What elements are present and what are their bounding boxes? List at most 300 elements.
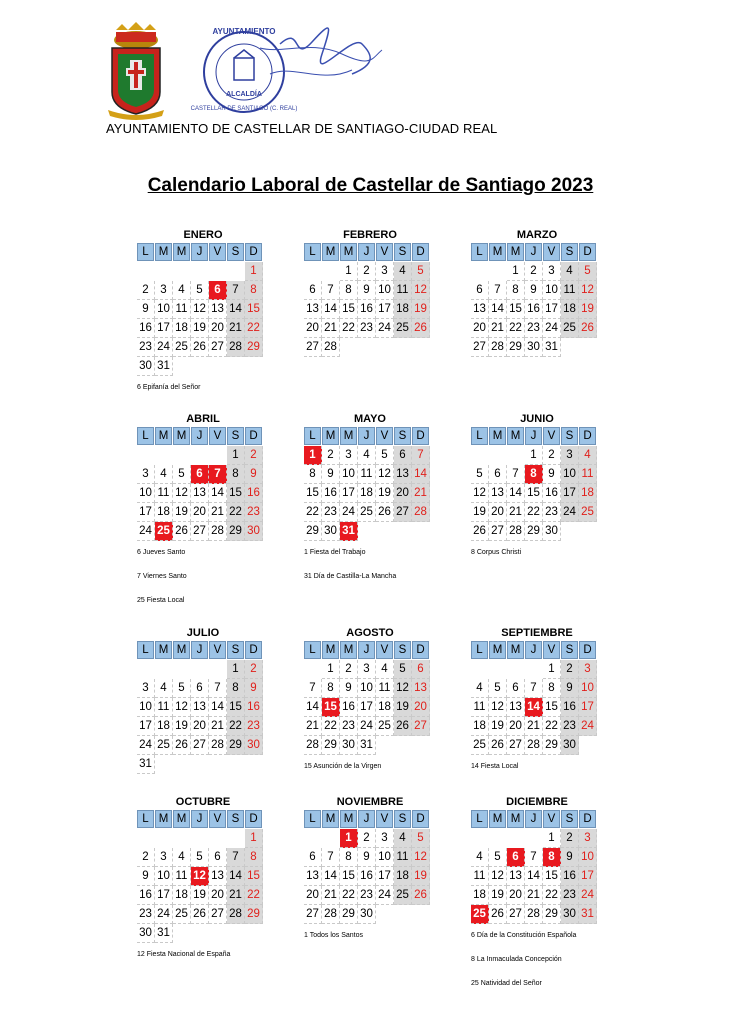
- holiday-notes: [471, 930, 603, 1002]
- day-cell: 5: [376, 446, 394, 465]
- svg-text:ALCALDÍA: ALCALDÍA: [226, 91, 262, 98]
- day-cell: 21: [227, 319, 245, 338]
- day-cell: 7: [489, 281, 507, 300]
- day-cell: 31: [358, 736, 376, 755]
- empty-cell: [173, 262, 191, 281]
- day-cell: 8: [227, 679, 245, 698]
- day-cell: 24: [579, 717, 597, 736]
- day-cell: 30: [561, 736, 579, 755]
- day-cell: 21: [227, 886, 245, 905]
- day-cell: 5: [579, 262, 597, 281]
- day-cell: 8: [340, 848, 358, 867]
- weekday-header: M: [155, 810, 172, 828]
- weekday-header: D: [579, 641, 596, 659]
- day-cell: 15: [227, 698, 245, 717]
- month-name: JULIO: [186, 627, 220, 639]
- month-junio: [471, 412, 603, 571]
- holiday-day-cell: 15: [322, 698, 340, 717]
- day-cell: 12: [489, 867, 507, 886]
- holiday-note: 6 Día de la Constitución Española: [471, 932, 577, 939]
- day-cell: 3: [579, 660, 597, 679]
- day-cell: 3: [340, 446, 358, 465]
- weekday-header: M: [173, 641, 190, 659]
- day-cell: 25: [173, 338, 191, 357]
- empty-cell: [155, 829, 173, 848]
- day-cell: 17: [155, 319, 173, 338]
- day-cell: 9: [137, 300, 155, 319]
- day-cell: 25: [394, 319, 412, 338]
- day-cell: 6: [471, 281, 489, 300]
- day-cell: 5: [489, 679, 507, 698]
- svg-text:AYUNTAMIENTO: AYUNTAMIENTO: [212, 27, 276, 36]
- day-cell: 20: [412, 698, 430, 717]
- holiday-day-cell: 8: [543, 848, 561, 867]
- weekday-header: M: [322, 243, 339, 261]
- weekday-header: M: [489, 427, 506, 445]
- day-cell: 9: [245, 679, 263, 698]
- municipal-coat-of-arms: [104, 22, 168, 120]
- day-cell: 7: [304, 679, 322, 698]
- month-name: SEPTIEMBRE: [501, 627, 573, 639]
- day-cell: 2: [525, 262, 543, 281]
- day-cell: 18: [394, 867, 412, 886]
- day-cell: 21: [209, 717, 227, 736]
- weekday-header: D: [412, 243, 429, 261]
- holiday-note: 31 Día de Castilla-La Mancha: [304, 573, 397, 580]
- empty-cell: [304, 660, 322, 679]
- day-cell: 14: [304, 698, 322, 717]
- day-cell: 11: [471, 698, 489, 717]
- holiday-note: 8 La Inmaculada Concepción: [471, 956, 562, 963]
- weekday-header: S: [227, 641, 244, 659]
- day-cell: 25: [471, 736, 489, 755]
- weekday-header: S: [561, 641, 578, 659]
- holiday-day-cell: 6: [209, 281, 227, 300]
- day-cell: 4: [471, 848, 489, 867]
- day-cell: 19: [412, 300, 430, 319]
- day-cell: 5: [412, 829, 430, 848]
- weekday-header: M: [507, 810, 524, 828]
- day-cell: 13: [471, 300, 489, 319]
- day-cell: 12: [412, 848, 430, 867]
- day-cell: 4: [173, 281, 191, 300]
- day-cell: 25: [394, 886, 412, 905]
- day-cell: 4: [358, 446, 376, 465]
- day-cell: 22: [507, 319, 525, 338]
- day-cell: 1: [227, 660, 245, 679]
- day-cell: 7: [507, 465, 525, 484]
- day-cell: 1: [525, 446, 543, 465]
- day-cell: 3: [137, 465, 155, 484]
- weekday-header: V: [376, 243, 393, 261]
- day-cell: 5: [394, 660, 412, 679]
- day-cell: 25: [579, 503, 597, 522]
- weekday-header: J: [358, 243, 375, 261]
- day-cell: 18: [155, 717, 173, 736]
- weekday-header: D: [579, 427, 596, 445]
- day-cell: 26: [376, 503, 394, 522]
- day-cell: 24: [579, 886, 597, 905]
- empty-cell: [304, 829, 322, 848]
- empty-cell: [173, 446, 191, 465]
- day-cell: 6: [304, 848, 322, 867]
- holiday-note: 8 Corpus Christi: [471, 549, 522, 556]
- day-cell: 9: [358, 848, 376, 867]
- holiday-day-cell: 8: [525, 465, 543, 484]
- day-cell: 5: [471, 465, 489, 484]
- empty-cell: [507, 660, 525, 679]
- day-cell: 24: [543, 319, 561, 338]
- day-cell: 27: [304, 338, 322, 357]
- day-cell: 30: [137, 924, 155, 943]
- day-cell: 19: [394, 698, 412, 717]
- day-cell: 3: [579, 829, 597, 848]
- holiday-day-cell: 7: [209, 465, 227, 484]
- day-cell: 21: [412, 484, 430, 503]
- holiday-note: 15 Asunción de la Virgen: [304, 763, 382, 770]
- day-cell: 10: [137, 484, 155, 503]
- day-cell: 30: [137, 357, 155, 376]
- weekday-header: D: [245, 427, 262, 445]
- month-name: ENERO: [183, 229, 223, 241]
- day-cell: 27: [507, 905, 525, 924]
- empty-cell: [489, 660, 507, 679]
- day-cell: 8: [507, 281, 525, 300]
- month-abril: [137, 412, 269, 619]
- day-cell: 13: [191, 698, 209, 717]
- weekday-header: D: [579, 810, 596, 828]
- day-cell: 11: [358, 465, 376, 484]
- day-cell: 12: [579, 281, 597, 300]
- empty-cell: [227, 829, 245, 848]
- day-cell: 28: [209, 736, 227, 755]
- day-cell: 2: [358, 829, 376, 848]
- day-cell: 29: [322, 736, 340, 755]
- month-name: ABRIL: [186, 413, 220, 425]
- day-cell: 16: [322, 484, 340, 503]
- svg-text:CASTELLAR DE SANTIAGO (C. REAL: CASTELLAR DE SANTIAGO (C. REAL): [190, 106, 298, 112]
- empty-cell: [525, 829, 543, 848]
- empty-cell: [507, 829, 525, 848]
- day-cell: 6: [394, 446, 412, 465]
- day-cell: 17: [155, 886, 173, 905]
- day-cell: 19: [471, 503, 489, 522]
- day-cell: 11: [155, 698, 173, 717]
- day-cell: 11: [471, 867, 489, 886]
- day-cell: 17: [340, 484, 358, 503]
- day-cell: 30: [245, 736, 263, 755]
- day-cell: 11: [173, 867, 191, 886]
- day-cell: 11: [173, 300, 191, 319]
- day-cell: 23: [322, 503, 340, 522]
- day-cell: 10: [358, 679, 376, 698]
- day-cell: 8: [245, 848, 263, 867]
- day-cell: 23: [137, 905, 155, 924]
- month-name: AGOSTO: [346, 627, 394, 639]
- day-cell: 28: [227, 905, 245, 924]
- day-cell: 15: [304, 484, 322, 503]
- holiday-note: 25 Fiesta Local: [137, 597, 185, 604]
- day-cell: 12: [376, 465, 394, 484]
- weekday-header: J: [358, 641, 375, 659]
- weekday-header: M: [155, 427, 172, 445]
- day-cell: 17: [376, 867, 394, 886]
- day-cell: 9: [322, 465, 340, 484]
- holiday-day-cell: 1: [340, 829, 358, 848]
- day-cell: 16: [561, 698, 579, 717]
- day-cell: 22: [322, 717, 340, 736]
- weekday-header: M: [340, 427, 357, 445]
- day-cell: 17: [358, 698, 376, 717]
- day-cell: 22: [245, 319, 263, 338]
- month-name: NOVIEMBRE: [336, 796, 404, 808]
- day-cell: 17: [543, 300, 561, 319]
- day-cell: 14: [227, 300, 245, 319]
- month-days-grid: [304, 641, 436, 755]
- day-cell: 24: [561, 503, 579, 522]
- empty-cell: [209, 829, 227, 848]
- day-cell: 4: [394, 829, 412, 848]
- day-cell: 29: [340, 905, 358, 924]
- day-cell: 31: [137, 755, 155, 774]
- day-cell: 14: [209, 484, 227, 503]
- day-cell: 20: [507, 886, 525, 905]
- weekday-header: V: [543, 243, 560, 261]
- month-days-grid: [137, 427, 269, 541]
- day-cell: 4: [155, 465, 173, 484]
- day-cell: 26: [412, 886, 430, 905]
- day-cell: 11: [561, 281, 579, 300]
- day-cell: 30: [543, 522, 561, 541]
- day-cell: 17: [137, 717, 155, 736]
- day-cell: 22: [227, 503, 245, 522]
- weekday-header: L: [304, 427, 321, 445]
- day-cell: 27: [209, 338, 227, 357]
- day-cell: 7: [525, 679, 543, 698]
- month-days-grid: [304, 427, 436, 541]
- day-cell: 18: [173, 886, 191, 905]
- day-cell: 28: [525, 736, 543, 755]
- empty-cell: [525, 660, 543, 679]
- weekday-header: J: [191, 427, 208, 445]
- day-cell: 21: [304, 717, 322, 736]
- day-cell: 29: [543, 736, 561, 755]
- month-julio: [137, 626, 269, 774]
- month-marzo: [471, 228, 603, 357]
- day-cell: 18: [471, 717, 489, 736]
- day-cell: 7: [525, 848, 543, 867]
- day-cell: 20: [191, 503, 209, 522]
- day-cell: 21: [322, 319, 340, 338]
- day-cell: 20: [471, 319, 489, 338]
- day-cell: 15: [543, 698, 561, 717]
- day-cell: 11: [394, 848, 412, 867]
- weekday-header: M: [507, 427, 524, 445]
- holiday-note: 25 Natividad del Señor: [471, 980, 542, 987]
- day-cell: 15: [543, 867, 561, 886]
- day-cell: 11: [394, 281, 412, 300]
- month-septiembre: [471, 626, 603, 785]
- month-mayo: [304, 412, 436, 595]
- month-name: OCTUBRE: [175, 796, 231, 808]
- weekday-header: L: [304, 810, 321, 828]
- weekday-header: D: [245, 810, 262, 828]
- day-cell: 6: [412, 660, 430, 679]
- day-cell: 28: [525, 905, 543, 924]
- empty-cell: [471, 829, 489, 848]
- day-cell: 26: [394, 717, 412, 736]
- empty-cell: [304, 262, 322, 281]
- day-cell: 29: [227, 522, 245, 541]
- day-cell: 1: [245, 262, 263, 281]
- day-cell: 19: [191, 886, 209, 905]
- day-cell: 23: [525, 319, 543, 338]
- day-cell: 3: [155, 281, 173, 300]
- day-cell: 9: [543, 465, 561, 484]
- day-cell: 29: [227, 736, 245, 755]
- day-cell: 4: [394, 262, 412, 281]
- weekday-header: S: [561, 243, 578, 261]
- day-cell: 6: [209, 848, 227, 867]
- day-cell: 23: [245, 503, 263, 522]
- day-cell: 23: [358, 886, 376, 905]
- day-cell: 21: [525, 886, 543, 905]
- day-cell: 23: [358, 319, 376, 338]
- day-cell: 26: [191, 905, 209, 924]
- day-cell: 1: [227, 446, 245, 465]
- day-cell: 4: [471, 679, 489, 698]
- month-febrero: [304, 228, 436, 357]
- day-cell: 2: [543, 446, 561, 465]
- day-cell: 7: [227, 281, 245, 300]
- weekday-header: S: [227, 243, 244, 261]
- day-cell: 1: [507, 262, 525, 281]
- weekday-header: M: [322, 641, 339, 659]
- day-cell: 9: [340, 679, 358, 698]
- day-cell: 3: [376, 262, 394, 281]
- weekday-header: J: [191, 243, 208, 261]
- day-cell: 14: [507, 484, 525, 503]
- day-cell: 15: [525, 484, 543, 503]
- day-cell: 22: [525, 503, 543, 522]
- day-cell: 23: [137, 338, 155, 357]
- weekday-header: D: [579, 243, 596, 261]
- day-cell: 20: [489, 503, 507, 522]
- holiday-day-cell: 14: [525, 698, 543, 717]
- day-cell: 13: [507, 698, 525, 717]
- day-cell: 17: [579, 698, 597, 717]
- month-days-grid: [471, 810, 603, 924]
- weekday-header: L: [304, 243, 321, 261]
- weekday-header: S: [394, 243, 411, 261]
- empty-cell: [489, 446, 507, 465]
- day-cell: 16: [525, 300, 543, 319]
- day-cell: 21: [525, 717, 543, 736]
- day-cell: 2: [358, 262, 376, 281]
- day-cell: 28: [227, 338, 245, 357]
- weekday-header: M: [155, 641, 172, 659]
- weekday-header: S: [394, 810, 411, 828]
- holiday-note: 1 Todos los Santos: [304, 932, 364, 939]
- day-cell: 7: [322, 281, 340, 300]
- day-cell: 30: [561, 905, 579, 924]
- weekday-header: V: [209, 641, 226, 659]
- empty-cell: [173, 829, 191, 848]
- day-cell: 9: [358, 281, 376, 300]
- month-name: DICIEMBRE: [506, 796, 568, 808]
- day-cell: 30: [340, 736, 358, 755]
- weekday-header: J: [525, 641, 542, 659]
- day-cell: 25: [155, 736, 173, 755]
- day-cell: 24: [376, 886, 394, 905]
- day-cell: 12: [471, 484, 489, 503]
- day-cell: 8: [340, 281, 358, 300]
- day-cell: 28: [412, 503, 430, 522]
- day-cell: 1: [340, 262, 358, 281]
- day-cell: 18: [561, 300, 579, 319]
- day-cell: 15: [245, 867, 263, 886]
- day-cell: 1: [543, 829, 561, 848]
- day-cell: 12: [173, 698, 191, 717]
- day-cell: 4: [561, 262, 579, 281]
- weekday-header: D: [245, 641, 262, 659]
- day-cell: 4: [579, 446, 597, 465]
- day-cell: 16: [358, 300, 376, 319]
- day-cell: 26: [191, 338, 209, 357]
- day-cell: 16: [340, 698, 358, 717]
- day-cell: 23: [543, 503, 561, 522]
- day-cell: 2: [137, 848, 155, 867]
- day-cell: 9: [525, 281, 543, 300]
- day-cell: 27: [191, 736, 209, 755]
- day-cell: 19: [173, 717, 191, 736]
- day-cell: 3: [155, 848, 173, 867]
- weekday-header: V: [543, 810, 560, 828]
- day-cell: 7: [322, 848, 340, 867]
- official-stamp-signature: [182, 14, 392, 122]
- weekday-header: M: [322, 810, 339, 828]
- day-cell: 22: [245, 886, 263, 905]
- empty-cell: [471, 660, 489, 679]
- empty-cell: [155, 660, 173, 679]
- month-diciembre: [471, 795, 603, 1002]
- day-cell: 26: [173, 736, 191, 755]
- day-cell: 16: [137, 886, 155, 905]
- day-cell: 29: [304, 522, 322, 541]
- weekday-header: J: [525, 810, 542, 828]
- weekday-header: M: [173, 243, 190, 261]
- month-days-grid: [471, 641, 603, 755]
- day-cell: 10: [155, 867, 173, 886]
- day-cell: 7: [227, 848, 245, 867]
- day-cell: 23: [340, 717, 358, 736]
- empty-cell: [489, 829, 507, 848]
- day-cell: 20: [304, 319, 322, 338]
- weekday-header: V: [543, 427, 560, 445]
- empty-cell: [191, 660, 209, 679]
- day-cell: 21: [209, 503, 227, 522]
- day-cell: 5: [173, 465, 191, 484]
- day-cell: 4: [173, 848, 191, 867]
- holiday-notes: [137, 382, 269, 406]
- day-cell: 12: [412, 281, 430, 300]
- weekday-header: L: [471, 810, 488, 828]
- weekday-header: M: [322, 427, 339, 445]
- day-cell: 23: [245, 717, 263, 736]
- weekday-header: D: [412, 641, 429, 659]
- day-cell: 12: [394, 679, 412, 698]
- day-cell: 13: [394, 465, 412, 484]
